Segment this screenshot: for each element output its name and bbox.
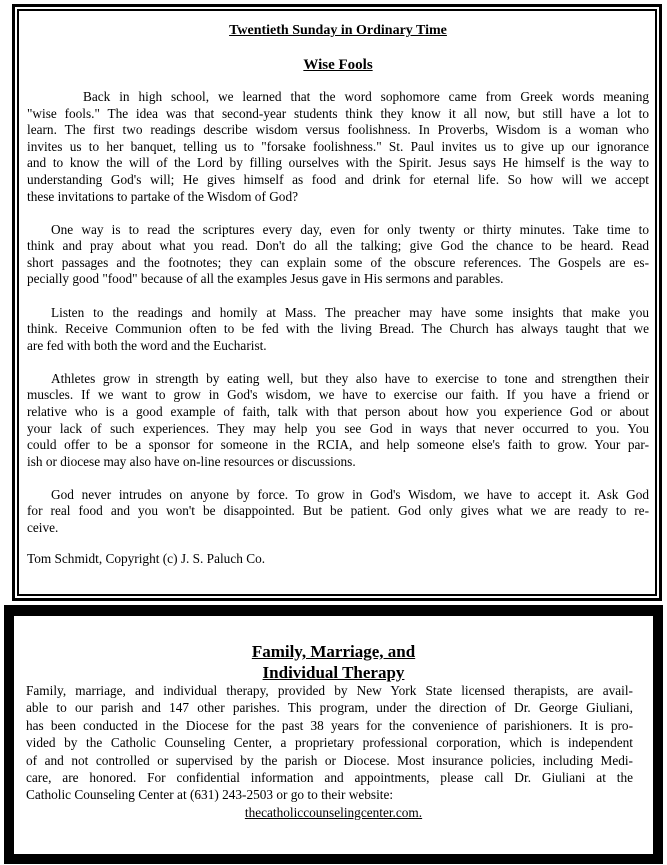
text-line: for real food and you won't be disappointed. But be patient. God only gives what we are ready to re- [27,503,649,519]
text-line: learn. The first two readings describe wisdom versus foolishness. In Proverbs, Wisdom is a woman who [27,122,649,138]
text-line: are fed with both the word and the Eucharist. [27,337,267,353]
text-line: care, are honored. For confidential information and appointments, please call Dr. Giuliani at the [26,769,633,785]
reflection-box [12,4,662,601]
text-line: muscles. If we want to grow in God's wisdom, we have to exercise our faith. If you have a friend or [27,387,649,403]
text-line: think and pray about what you read. Don't do all the talking; give God the chance to be heard. Read [27,238,649,254]
reflection-paragraph [27,371,649,471]
text-line: could offer to be a sponsor for someone in the RCIA, and help someone else's faith to grow. Your par- [27,437,649,453]
text-line: understanding God's will; He gives himself as food and drink for eternal life. So how will we accept [27,171,649,187]
reflection-credit: Tom Schmidt, Copyright (c) J. S. Paluch Co. [27,551,266,567]
reflection-paragraph [27,89,649,205]
reflection-subtitle: Wise Fools [303,57,373,73]
text-line: invites us to her banquet, telling us to "forsake foolishness." St. Paul invites us to give up our ignorance [27,138,649,154]
text-line: and to know the will of the Lord by filling ourselves with the Spirit. Jesus says He himself is the way to [27,155,649,171]
therapy-body [14,682,653,804]
text-line: One way is to read the scriptures every day, even for only twenty or thirty minutes. Take time to [51,221,649,237]
text-line: able to our parish and 147 other parishes. This program, under the direction of Dr. George Giuliani, [26,700,633,716]
reflection-content [18,10,656,595]
text-line: think. Receive Communion often to be fed with the living Bread. The Church has always taught that we [27,321,649,337]
text-line: Athletes grow in strength by eating well, but they also have to exercise to tone and strengthen their [51,370,649,386]
text-line: pecially good "food" because of all the examples Jesus gave in His sermons and parables. [27,271,504,287]
text-line: these invitations to partake of the Wisdom of God? [27,188,299,204]
reflection-paragraph [27,305,649,355]
reflection-paragraph [27,487,649,537]
therapy-box [4,605,663,864]
website-link[interactable]: thecatholiccounselingcenter.com. [244,804,423,820]
reflection-paragraph [27,222,649,288]
text-line: has been conducted in the Diocese for the past 38 years for the convenience of parishioners. It is pro- [26,717,633,733]
text-line: Family, marriage, and individual therapy, provided by New York State licensed therapists, are avail- [26,683,633,698]
text-line: "wise fools." The idea was that second-year students think they know it all now, but still have a lot to [27,105,649,121]
text-line: relative who is a good example of faith, talk with that person about how you experience God or about [27,404,649,419]
text-line: your lack of such experiences. They may help you see God in ways that never occurred to you. You [27,420,649,436]
text-line: ish or diocese may also have on-line resources or discussions. [27,453,356,469]
therapy-title-line2: Individual Therapy [262,663,405,682]
text-line: Listen to the readings and homily at Mass. The preacher may have some insights that make you [51,304,649,320]
reflection-body [27,89,649,537]
text-line: Back in high school, we learned that the word sophomore came from Greek words meaning [83,89,649,104]
reflection-title: Twentieth Sunday in Ordinary Time [229,23,447,38]
text-line: of and not controlled or supervised by the parish or Diocese. Most insurance policies, including Medi- [26,752,633,768]
text-line: God never intrudes on anyone by force. To grow in God's Wisdom, we have to accept it. Ask God [51,486,649,502]
text-line: ceive. [27,520,59,536]
therapy-title-line1: Family, Marriage, and [251,642,416,661]
text-line: Catholic Counseling Center at (631) 243-2503 or go to their website: [26,787,394,803]
text-line: vided by the Catholic Counseling Center, a proprietary professional corporation, which is independent [26,735,633,751]
text-line: short passages and the footnotes; they can explain some of the obscure references. The Gospels are es- [27,254,649,270]
